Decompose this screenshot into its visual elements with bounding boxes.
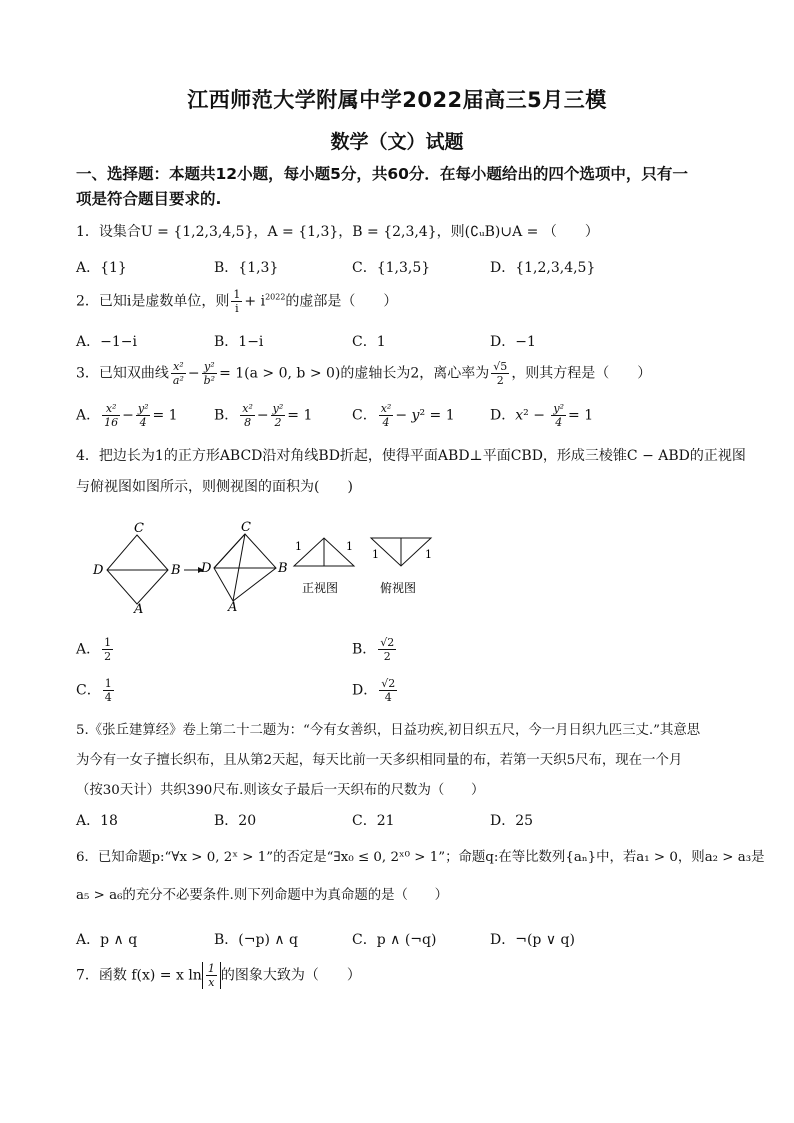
q2-exponent: 2022 xyxy=(265,292,286,302)
q3-option-b-letter: B． xyxy=(214,407,239,424)
q3-ecc-num: √5 xyxy=(493,360,508,373)
q4-option-d xyxy=(352,677,399,704)
section-heading-line1: 一、选择题：本题共12小题，每小题5分，共60分．在每小题给出的四个选项中，只有一 xyxy=(76,165,688,183)
front-view-side-right: 1 xyxy=(346,540,353,553)
q2-prefix: 2．已知i是虚数单位，则 xyxy=(76,293,230,310)
q5-option-c: C．21 xyxy=(352,813,395,829)
q3-frac-y: $\frac{\text{y²}}{\text{b²}}$ xyxy=(203,360,216,387)
q3-text: 3．已知双曲线 $\frac{\text{x²}}{\text{a²}}$ − $\frac{\text{y²}}{\text{b²}}$ = 1(a > 0, b > 0)的虚轴长为2，离心率为 $\frac{√5}{2}$ ，则其方程是（ ） xyxy=(76,360,652,387)
q2-mid: + i xyxy=(244,293,266,310)
q2-option-b: B．1−i xyxy=(214,334,264,350)
q5-option-d: D．25 xyxy=(490,813,534,829)
q1-option-d: D．{1,2,3,4,5} xyxy=(490,260,596,276)
label-d2: D xyxy=(201,561,212,576)
q4-option-a-letter: A． xyxy=(76,641,101,658)
q4-option-d-num: √2 xyxy=(381,677,396,690)
label-c1: C xyxy=(134,521,144,536)
q3-option-c-letter: C． xyxy=(352,407,377,424)
label-c2: C xyxy=(241,520,251,535)
q2-frac-num: 1 xyxy=(233,288,241,301)
q2-text xyxy=(76,288,397,315)
q3-frac-x: $\frac{\text{x²}}{\text{a²}}$ xyxy=(172,360,184,387)
q1-option-c: C．{1,3,5} xyxy=(352,260,431,276)
front-view-caption: 正视图 xyxy=(302,581,339,595)
q5-option-a: A．18 xyxy=(76,813,118,829)
q5-line3: （按30天计）共织390尺布.则该女子最后一天织布的尺数为（ ） xyxy=(76,783,485,798)
q7-abs xyxy=(202,962,221,989)
label-a1: A xyxy=(134,602,144,615)
top-view-side-left: 1 xyxy=(372,548,379,561)
q7-frac-num: 1 xyxy=(207,962,215,975)
q3-prefix: 3．已知双曲线 xyxy=(76,365,169,382)
q4-option-b-den: 2 xyxy=(383,650,391,663)
q4-option-d-den: 4 xyxy=(384,691,392,704)
q3-option-d-letter: D． xyxy=(490,407,516,424)
q4-option-d-letter: D． xyxy=(352,682,378,699)
q3-suffix: ，则其方程是（ ） xyxy=(511,365,652,382)
q1-option-a: A．{1} xyxy=(76,260,127,276)
q4-option-c xyxy=(76,677,116,704)
q6-option-d: D．¬(p ∨ q) xyxy=(490,932,575,948)
q2-fraction xyxy=(231,288,242,315)
q5-option-b: B．20 xyxy=(214,813,257,829)
top-view-shape xyxy=(371,538,431,566)
front-view-side-left: 1 xyxy=(295,540,302,553)
q4-option-a-den: 2 xyxy=(104,650,112,663)
q2-option-c: C．1 xyxy=(352,334,386,350)
school-title: 江西师范大学附属中学2022届高三5月三模 xyxy=(187,88,607,112)
q5-line2: 为今有一女子擅长织布，且从第2天起，每天比前一天多织相同量的布，若第一天织5尺布，现在一个月 xyxy=(76,753,683,768)
q7-prefix: 7．函数 f(x) = x ln xyxy=(76,967,202,984)
q6-line1: 6．已知命题p:“∀x > 0, 2ˣ > 1”的否定是“∃x₀ ≤ 0, 2ˣ⁰ > 1”；命题q:在等比数列{aₙ}中，若a₁ > 0，则a₂ > a₃是 xyxy=(76,850,765,865)
label-b2: B xyxy=(278,561,288,576)
q3-option-c: C． $\frac{\text{x²}}{4}$ − y² = 1 xyxy=(352,402,455,429)
label-a2: A xyxy=(228,600,238,615)
q3-option-a: A． $\frac{\text{x²}}{16}$ − $\frac{\text{y²}}{4}$ = 1 xyxy=(76,402,178,429)
q2-option-a: A．−1−i xyxy=(76,334,137,350)
q3-option-b: B． $\frac{\text{x²}}{8}$ − $\frac{\text{y²}}{2}$ = 1 xyxy=(214,402,313,429)
q2-option-d: D．−1 xyxy=(490,334,536,350)
q4-line2: 与俯视图如图所示，则侧视图的面积为( ) xyxy=(76,479,353,495)
q3-option-d: D．x² − $\frac{\text{y²}}{4}$ = 1 xyxy=(490,402,594,429)
q3-ecc-frac xyxy=(491,360,509,387)
tetrahedron xyxy=(214,534,276,601)
q4-option-b-letter: B． xyxy=(352,641,377,658)
q2-suffix: 的虚部是（ ） xyxy=(285,293,398,310)
label-b1: B xyxy=(171,563,181,578)
q4-option-a xyxy=(76,636,115,663)
q5-line1: 5.《张丘建算经》卷上第二十二题为：“今有女善织，日益功疾,初日织五尺，今一月日织九匹三丈.”其意思 xyxy=(76,723,701,738)
q6-option-a: A．p ∧ q xyxy=(76,932,138,948)
q3-eq: = 1(a > 0, b > 0)的虚轴长为2，离心率为 xyxy=(219,365,490,382)
square-abcd xyxy=(107,535,168,604)
q4-option-a-num: 1 xyxy=(104,636,112,649)
q1-option-b: B．{1,3} xyxy=(214,260,279,276)
q6-option-c: C．p ∧ (¬q) xyxy=(352,932,437,948)
q6-line2: a₅ > a₆的充分不必要条件.则下列命题中为真命题的是（ ） xyxy=(76,888,449,903)
q4-option-b xyxy=(352,636,398,663)
q7-text xyxy=(76,962,361,989)
q4-option-b-num: √2 xyxy=(380,636,395,649)
q2-frac-den: i xyxy=(235,302,239,315)
q6-option-b: B．(¬p) ∧ q xyxy=(214,932,299,948)
q4-option-c-letter: C． xyxy=(76,682,101,699)
label-d1: D xyxy=(93,563,104,578)
subject-title: 数学（文）试题 xyxy=(330,131,464,153)
top-view-side-right: 1 xyxy=(425,548,432,561)
q1-text: 1．设集合U = {1,2,3,4,5}，A = {1,3}，B = {2,3,4}，则(∁ᵤB)∪A = （ ） xyxy=(76,224,599,240)
q3-ecc-den: 2 xyxy=(496,374,504,387)
q4-option-c-num: 1 xyxy=(104,677,112,690)
q7-suffix: 的图象大致为（ ） xyxy=(220,967,361,984)
q4-line1: 4．把边长为1的正方形ABCD沿对角线BD折起，使得平面ABD⊥平面CBD，形成三棱锥C − ABD的正视图 xyxy=(76,448,746,464)
front-view-shape xyxy=(294,538,354,566)
top-view-caption: 俯视图 xyxy=(380,581,417,595)
q4-option-c-den: 4 xyxy=(104,691,112,704)
q4-figure xyxy=(90,520,450,615)
section-heading-line2: 项是符合题目要求的. xyxy=(76,190,222,208)
q3-option-a-letter: A． xyxy=(76,407,101,424)
q7-frac-den: x xyxy=(208,976,215,989)
